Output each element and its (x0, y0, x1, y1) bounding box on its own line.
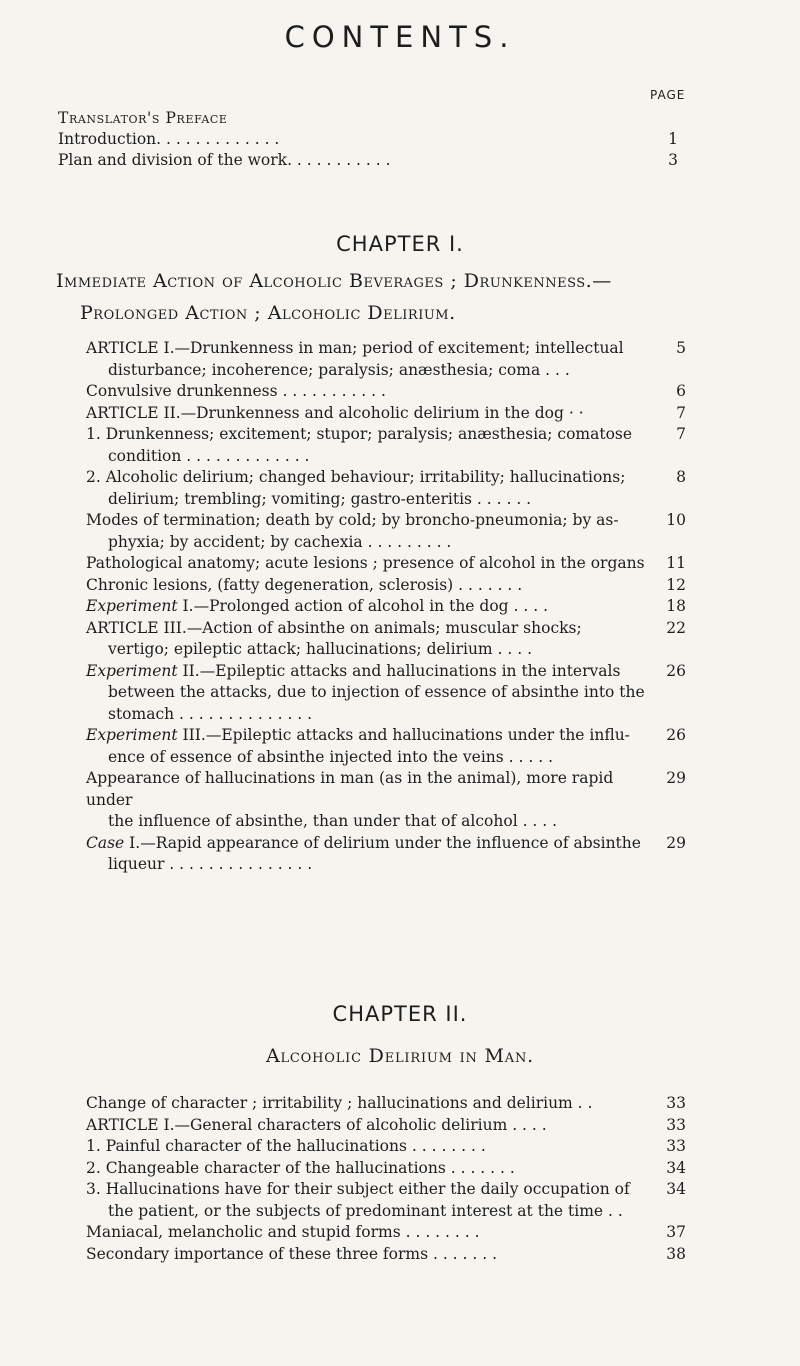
entry-text: Pathological anatomy; acute lesions ; presence of alcohol in the organs (86, 554, 645, 572)
entry-text: phyxia; by accident; by cachexia . . . . . . . . . (108, 532, 452, 551)
entry-text: disturbance; incoherence; paralysis; anæsthesia; coma . . . (108, 360, 570, 379)
entry-text: III.—Epileptic attacks and hallucinations under the influ- (177, 726, 630, 744)
entry-text: 1. Drunkenness; excitement; stupor; paralysis; anæsthesia; comatose (86, 425, 633, 443)
page-number: 26 (666, 661, 686, 680)
entry-text: —General characters of alcoholic delirium . . . . (174, 1115, 547, 1134)
front-matter-label: Plan and division of the work (58, 151, 288, 169)
page-number: 29 (666, 769, 686, 787)
page-number: 10 (666, 511, 686, 529)
entry-text: Secondary importance of these three forms . . . . . . . (86, 1244, 498, 1263)
front-matter-item (58, 150, 678, 171)
page-number: 7 (676, 425, 686, 443)
page-number: 33 (666, 1094, 686, 1112)
toc-entry (86, 596, 686, 618)
article-label: ARTICLE III. (86, 618, 187, 637)
entry-text: I.—Rapid appearance of delirium under the influence of absinthe (124, 833, 641, 852)
page-number: 6 (676, 382, 686, 400)
entry-text: Chronic lesions, (fatty degeneration, sclerosis) . . . . . . . (86, 575, 523, 594)
toc-entry (86, 833, 686, 876)
toc-entry (86, 510, 686, 553)
toc-entry (86, 725, 686, 768)
entry-text: I.—Prolonged action of alcohol in the dog . . . . (177, 597, 548, 615)
chapter-title (56, 265, 756, 329)
chapter-heading: CHAPTER II. (332, 1002, 468, 1026)
page-column-header: PAGE (650, 88, 686, 102)
chapter1-contents (86, 338, 686, 876)
chapter-title-line: Prolonged Action ; Alcoholic Delirium. (80, 302, 456, 324)
front-matter-label: Translator's Preface (58, 109, 228, 127)
entry-text: II.—Epileptic attacks and hallucinations in the intervals (177, 661, 621, 680)
entry-text: between the attacks, due to injection of essence of absinthe into the (108, 683, 645, 701)
page-number: 12 (666, 575, 686, 594)
toc-entry (86, 553, 686, 575)
chapter-title: Alcoholic Delirium in Man. (265, 1045, 535, 1067)
toc-entry (86, 1244, 686, 1266)
entry-text: 2. Alcoholic delirium; changed behaviour; irritability; hallucinations; (86, 468, 626, 486)
entry-text: 2. Changeable character of the hallucinations . . . . . . . (86, 1158, 515, 1177)
page-number: 34 (666, 1180, 686, 1198)
toc-entry (86, 1222, 686, 1244)
entry-text: Change of character ; irritability ; hallucinations and delirium . . (86, 1094, 593, 1112)
article-label: ARTICLE I. (86, 1115, 175, 1134)
page-number: 22 (666, 618, 686, 637)
article-label: ARTICLE I. (86, 339, 175, 357)
page-number: 8 (676, 468, 686, 486)
entry-emphasis: Experiment (86, 661, 178, 680)
entry-text: —Drunkenness in man; period of excitement; intellectual (174, 339, 624, 357)
entry-text: condition . . . . . . . . . . . . . (108, 446, 310, 465)
entry-text: Appearance of hallucinations in man (as in the animal), more rapid under (86, 769, 614, 809)
front-matter-item (58, 129, 678, 150)
front-matter-item (58, 108, 678, 129)
page-number: 33 (666, 1137, 686, 1155)
toc-entry (86, 618, 686, 661)
toc-entry (86, 381, 686, 403)
entry-text: —Action of absinthe on animals; muscular shocks; (186, 618, 582, 637)
front-matter-page: 3 (668, 151, 678, 169)
toc-entry (86, 424, 686, 467)
toc-entry (86, 467, 686, 510)
entry-text: ence of essence of absinthe injected into the veins . . . . . (108, 747, 553, 766)
front-matter-label: Introduction (58, 130, 157, 148)
chapter-heading: CHAPTER I. (336, 232, 464, 256)
page-number: 38 (666, 1244, 686, 1263)
toc-entry (86, 403, 686, 425)
toc-entry (86, 575, 686, 597)
entry-text: vertigo; epileptic attack; hallucinations; delirium . . . . (108, 640, 533, 658)
entry-emphasis: Experiment (86, 726, 178, 744)
page-number: 5 (676, 339, 686, 357)
front-matter (58, 108, 678, 171)
entry-text: the influence of absinthe, than under that of alcohol . . . . (108, 812, 558, 830)
entry-text: Modes of termination; death by cold; by broncho-pneumonia; by as- (86, 511, 619, 529)
entry-text: liqueur . . . . . . . . . . . . . . . (108, 855, 313, 873)
chapter-title-line: Immediate Action of Alcoholic Beverages ; Drunkenness.— (56, 270, 612, 292)
page-number: 33 (666, 1115, 686, 1134)
entry-text: Maniacal, melancholic and stupid forms . . . . . . . . (86, 1223, 480, 1241)
page-number: 18 (666, 597, 686, 615)
toc-entry (86, 1158, 686, 1180)
entry-text: —Drunkenness and alcoholic delirium in the dog · · (180, 403, 584, 422)
toc-entry (86, 1179, 686, 1222)
entry-text: Convulsive drunkenness . . . . . . . . . . . (86, 382, 386, 400)
entry-text: delirium; trembling; vomiting; gastro-enteritis . . . . . . (108, 489, 532, 508)
front-matter-page: 1 (668, 130, 678, 148)
toc-entry (86, 1093, 686, 1115)
entry-emphasis: Case (86, 833, 125, 852)
page-number: 11 (666, 554, 686, 572)
dot-leader: . . . . . . . . . . . (287, 151, 391, 169)
page-number: 26 (666, 726, 686, 744)
entry-text: the patient, or the subjects of predominant interest at the time . . (108, 1201, 623, 1220)
entry-text: stomach . . . . . . . . . . . . . . (108, 704, 313, 723)
toc-entry (86, 768, 686, 833)
entry-text: 3. Hallucinations have for their subject either the daily occupation of (86, 1180, 630, 1198)
page-title: CONTENTS. (284, 20, 516, 54)
page-number: 34 (666, 1158, 686, 1177)
toc-entry (86, 1115, 686, 1137)
toc-entry (86, 661, 686, 726)
page-number: 7 (676, 403, 686, 422)
article-label: ARTICLE II. (86, 403, 181, 422)
page-number: 29 (666, 833, 686, 852)
entry-emphasis: Experiment (86, 597, 178, 615)
chapter2-contents (86, 1093, 686, 1265)
toc-entry (86, 338, 686, 381)
dot-leader: . . . . . . . . . . . . . (156, 130, 280, 148)
entry-text: 1. Painful character of the hallucinations . . . . . . . . (86, 1137, 486, 1155)
page-number: 37 (666, 1223, 686, 1241)
toc-entry (86, 1136, 686, 1158)
